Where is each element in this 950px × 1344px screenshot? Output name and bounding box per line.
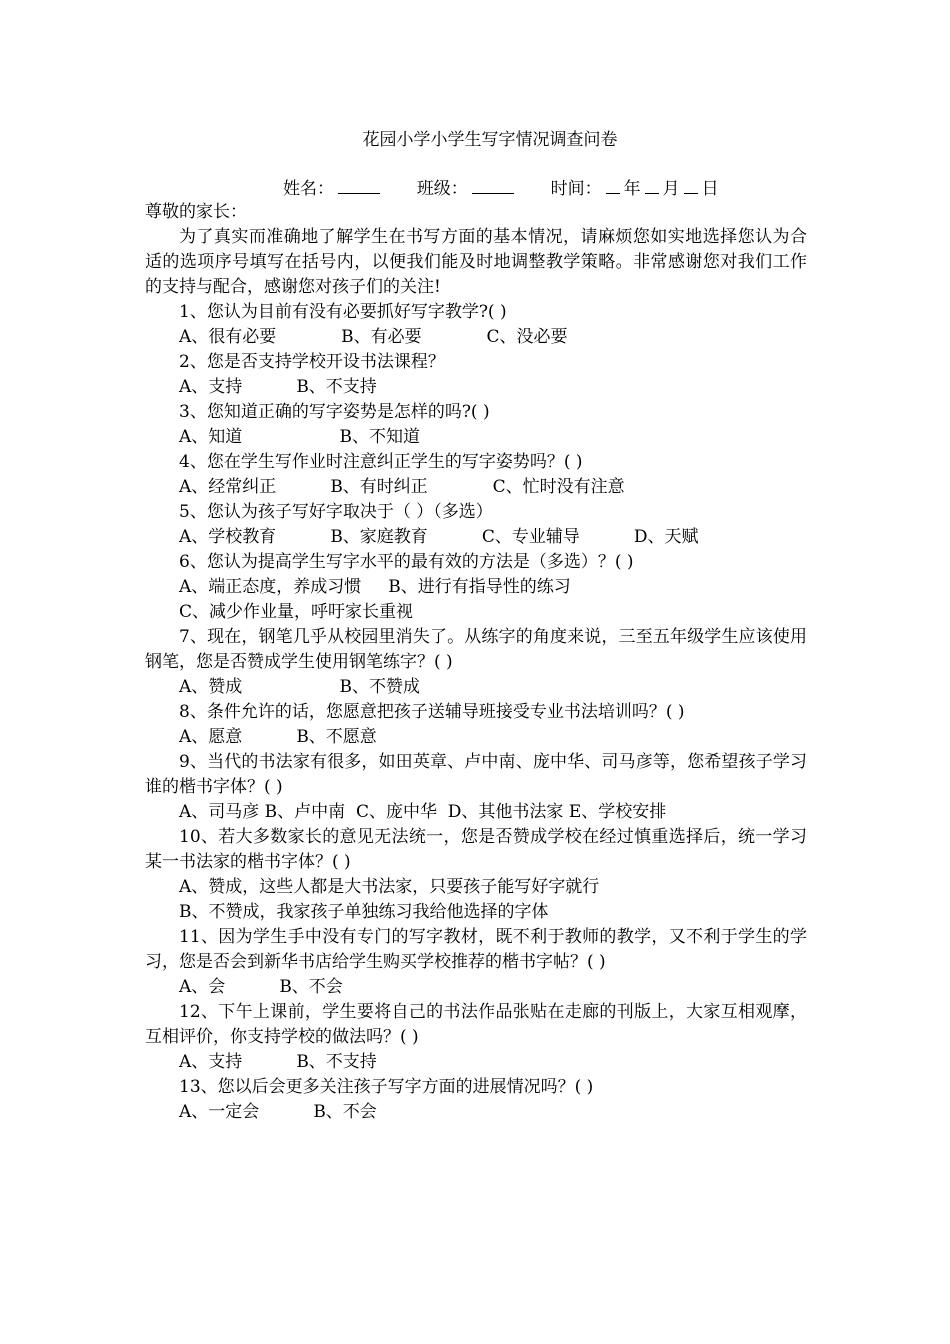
time-label: 时间：	[550, 179, 602, 199]
question-9-options: A、司马彦 B、卢中南 C、庞中华 D、其他书法家 E、学校安排	[179, 802, 667, 822]
question-1: 1、您认为目前有没有必要抓好写字教学?( )	[179, 302, 507, 322]
name-blank[interactable]	[338, 175, 380, 194]
respondent-info	[145, 175, 807, 200]
month-label: 月	[662, 179, 680, 199]
day-label: 日	[701, 179, 719, 199]
question-11-options: A、会 B、不会	[179, 977, 343, 997]
question-5-options: A、学校教育 B、家庭教育 C、专业辅导 D、天赋	[179, 527, 699, 547]
question-3: 3、您知道正确的写字姿势是怎样的吗?( )	[179, 402, 490, 422]
class-label: 班级：	[416, 179, 468, 199]
class-blank[interactable]	[472, 175, 514, 194]
question-8: 8、条件允许的话，您愿意把孩子送辅导班接受专业书法培训吗？( )	[179, 702, 685, 722]
question-6-options: C、减少作业量，呼吁家长重视	[179, 602, 414, 622]
question-8-options: A、愿意 B、不愿意	[179, 727, 377, 747]
question-13: 13、您以后会更多关注孩子写字方面的进展情况吗？( )	[179, 1077, 594, 1097]
question-2: 2、您是否支持学校开设书法课程？	[179, 352, 445, 372]
question-13-options: A、一定会 B、不会	[179, 1102, 377, 1122]
question-3-options: A、知道 B、不知道	[179, 427, 421, 447]
question-list	[145, 300, 807, 1125]
day-blank[interactable]	[684, 175, 698, 194]
question-7-options: A、赞成 B、不赞成	[179, 677, 421, 697]
question-4: 4、您在学生写作业时注意纠正学生的写字姿势吗？( )	[179, 452, 583, 472]
question-1-options: A、很有必要 B、有必要 C、没必要	[179, 327, 568, 347]
question-7: 7、现在，钢笔几乎从校园里消失了。从练字的角度来说，三至五年级学生应该使用钢笔，您是否赞成学生使用钢笔练字？( )	[145, 627, 807, 672]
question-12: 12、下午上课前，学生要将自己的书法作品张贴在走廊的刊版上，大家互相观摩，互相评价，你支持学校的做法吗？( )	[145, 1002, 807, 1047]
year-blank[interactable]	[606, 175, 620, 194]
year-label: 年	[623, 179, 641, 199]
question-5: 5、您认为孩子写好字取决于（ ）（多选）	[179, 502, 493, 522]
question-10-options: A、赞成，这些人都是大书法家，只要孩子能写好字就行	[179, 877, 600, 897]
month-blank[interactable]	[645, 175, 659, 194]
name-label: 姓名：	[283, 179, 334, 199]
questionnaire	[145, 128, 807, 1125]
question-12-options: A、支持 B、不支持	[179, 1052, 377, 1072]
question-11: 11、因为学生手中没有专门的写字教材，既不利于教师的教学，又不利于学生的学习，您是否会到新华书店给学生购买学校推荐的楷书字帖？( )	[145, 927, 807, 972]
salutation: 尊敬的家长：	[145, 202, 247, 222]
question-10: 10、若大多数家长的意见无法统一，您是否赞成学校在经过慎重选择后，统一学习某一书法家的楷书字体？( )	[145, 827, 807, 872]
question-2-options: A、支持 B、不支持	[179, 377, 377, 397]
page-title: 花园小学小学生写字情况调查问卷	[362, 130, 618, 150]
question-6-options: A、端正态度，养成习惯 B、进行有指导性的练习	[179, 577, 571, 597]
intro-paragraph: 为了真实而准确地了解学生在书写方面的基本情况，请麻烦您如实地选择您认为合适的选项序号填写在括号内，以便我们能及时地调整教学策略。非常感谢您对我们工作的支持与配合，感谢您对孩子们的关注!	[145, 227, 807, 297]
question-9: 9、当代的书法家有很多，如田英章、卢中南、庞中华、司马彦等，您希望孩子学习谁的楷书字体？( )	[145, 752, 807, 797]
question-6: 6、您认为提高学生写字水平的最有效的方法是（多选）？( )	[179, 552, 634, 572]
question-10-options: B、不赞成，我家孩子单独练习我给他选择的字体	[179, 902, 549, 922]
question-4-options: A、经常纠正 B、有时纠正 C、忙时没有注意	[179, 477, 625, 497]
